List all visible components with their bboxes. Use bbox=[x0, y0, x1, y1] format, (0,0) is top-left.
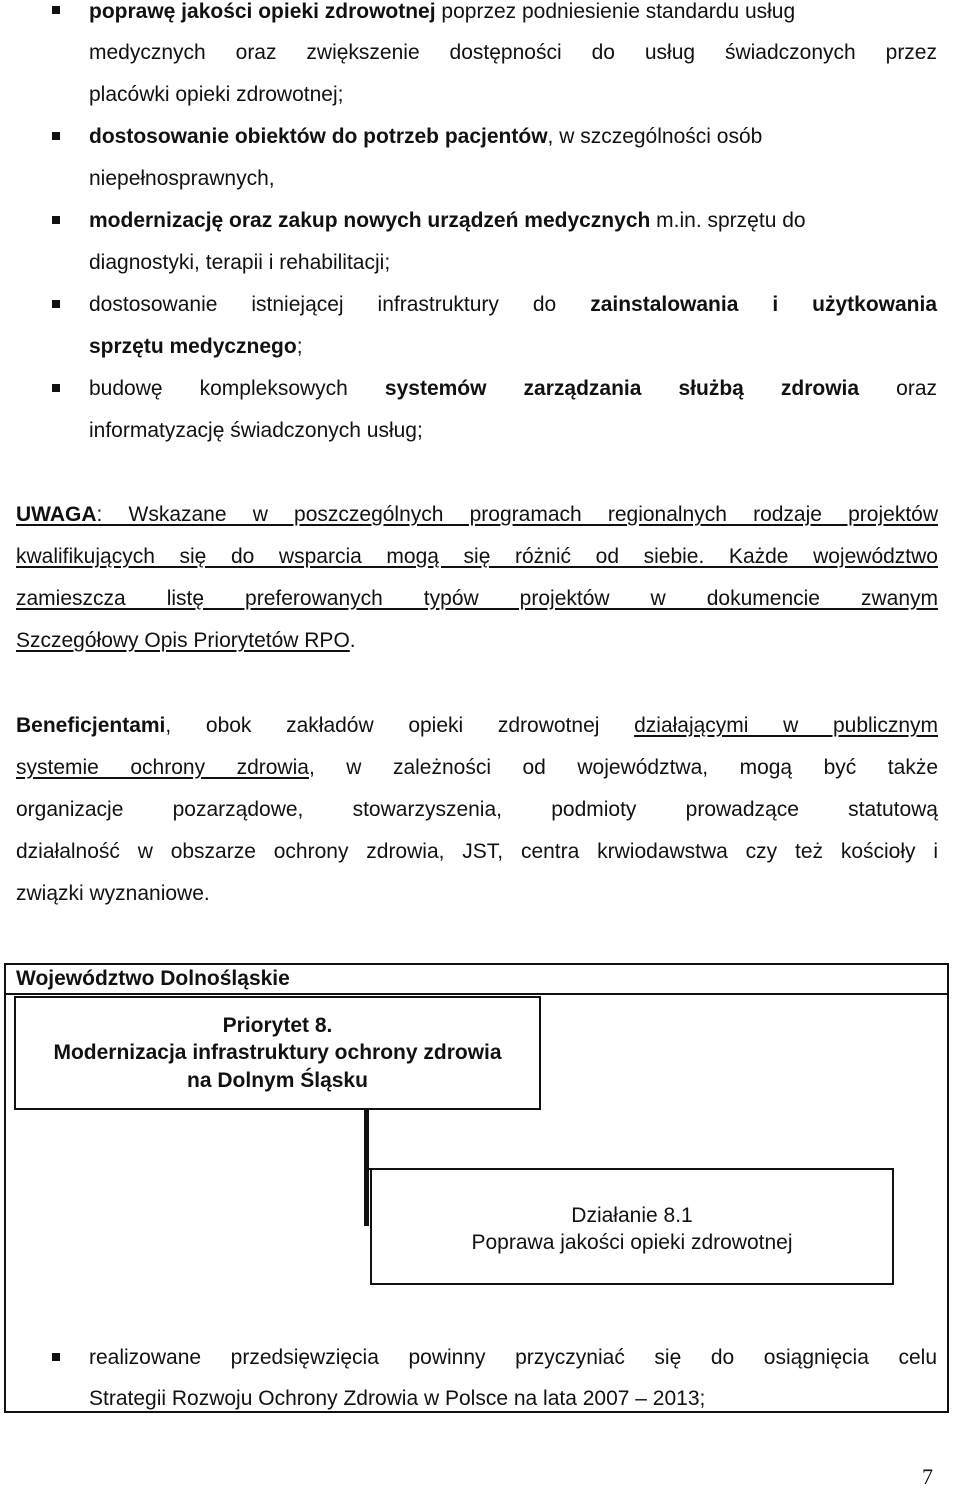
bullet-4-line-2 bbox=[89, 334, 303, 360]
priority-line-2: Modernizacja infrastruktury ochrony zdrowia bbox=[53, 1041, 502, 1064]
benef-line-3 bbox=[16, 797, 938, 823]
uwaga-text-4-end: . bbox=[349, 629, 356, 652]
bullet-4-text-2: ; bbox=[296, 335, 303, 358]
uwaga-line-2 bbox=[16, 544, 938, 570]
bullet-3-line-2 bbox=[89, 250, 390, 276]
bullet-1-line-3 bbox=[89, 82, 343, 108]
uwaga-text-4: Szczegółowy Opis Priorytetów RPO bbox=[16, 629, 350, 652]
bullet-3-line-1 bbox=[89, 208, 806, 234]
bullet-marker bbox=[52, 216, 60, 224]
bullet-5-text: budowę kompleksowych bbox=[89, 377, 385, 400]
uwaga-text-3: zamieszcza listę preferowanych typów projektów w dokumencie zwanym bbox=[16, 587, 938, 610]
bullet-marker bbox=[52, 6, 60, 14]
bullet-5-bold: systemów zarządzania służbą zdrowia bbox=[384, 377, 860, 400]
bullet-2-line-1 bbox=[89, 124, 762, 150]
bullet-5-text-b: oraz bbox=[859, 377, 937, 400]
bullet-4-bold-2: sprzętu medycznego bbox=[89, 335, 297, 358]
bullet-1-line-1 bbox=[89, 0, 795, 25]
benef-line-1 bbox=[16, 713, 938, 739]
bullet-1-line-2 bbox=[89, 40, 937, 66]
bullet-marker bbox=[52, 384, 60, 392]
uwaga-line-4 bbox=[16, 628, 356, 654]
benef-text-1a: , obok zakładów opieki zdrowotnej bbox=[165, 714, 635, 737]
benef-text-4: działalność w obszarze ochrony zdrowia, JST, centra krwiodawstwa czy też kościoły i bbox=[16, 840, 938, 863]
region-title-divider bbox=[5, 993, 948, 995]
benef-line-4 bbox=[16, 839, 938, 865]
region-bullet-text-2: Strategii Rozwoju Ochrony Zdrowia w Polsce na lata 2007 – 2013; bbox=[89, 1387, 706, 1410]
priority-line-1: Priorytet 8. bbox=[222, 1014, 333, 1037]
benef-line-2 bbox=[16, 755, 938, 781]
uwaga-text-2a: kwalifikujących się do wsparcia mogą się różnić od siebie bbox=[16, 545, 699, 568]
action-line-2: Poprawa jakości opieki zdrowotnej bbox=[471, 1231, 793, 1254]
action-line-1: Działanie 8.1 bbox=[571, 1204, 693, 1227]
bullet-2-text: , w szczególności osób bbox=[547, 125, 763, 148]
bullet-1-bold: poprawę jakości opieki zdrowotnej bbox=[89, 0, 436, 23]
bullet-2-bold: dostosowanie obiektów do potrzeb pacjentów bbox=[89, 125, 548, 148]
uwaga-text-2b: . Każde województwo bbox=[698, 545, 938, 568]
benef-line-5 bbox=[16, 881, 210, 907]
bullet-1-text-3: placówki opieki zdrowotnej; bbox=[89, 83, 344, 106]
bullet-4-text: dostosowanie istniejącej infrastruktury do bbox=[89, 293, 591, 316]
bullet-4-bold: zainstalowania i użytkowania bbox=[590, 293, 938, 316]
bullet-3-text: m.in. sprzętu do bbox=[650, 209, 806, 232]
benef-text-2u: systemie ochrony zdrowia bbox=[16, 756, 309, 779]
region-bullet-line-2 bbox=[89, 1386, 705, 1412]
bullet-3-text-2: diagnostyki, terapii i rehabilitacji; bbox=[89, 251, 391, 274]
benef-text-5: związki wyznaniowe. bbox=[16, 882, 210, 905]
bullet-5-text-2: informatyzację świadczonych usług; bbox=[89, 419, 423, 442]
priority-line-3: na Dolnym Śląsku bbox=[187, 1069, 368, 1092]
bullet-5-line-2 bbox=[89, 418, 423, 444]
bullet-1-text-2: medycznych oraz zwiększenie dostępności do usług świadczonych przez bbox=[89, 41, 937, 64]
region-title: Województwo Dolnośląskie bbox=[16, 967, 290, 990]
bullet-marker bbox=[52, 300, 60, 308]
benef-text-1u: działającymi w publicznym bbox=[634, 714, 939, 737]
bullet-marker bbox=[52, 1353, 60, 1361]
bullet-2-line-2 bbox=[89, 166, 275, 192]
uwaga-text-1: : Wskazane w poszczególnych programach regionalnych rodzaje projektów bbox=[96, 503, 938, 526]
benef-text-3: organizacje pozarządowe, stowarzyszenia, podmioty prowadzące statutową bbox=[16, 798, 938, 821]
page-number: 7 bbox=[922, 1464, 933, 1489]
uwaga-line-3 bbox=[16, 586, 938, 612]
uwaga-label: UWAGA bbox=[16, 503, 97, 526]
bullet-4-line-1 bbox=[89, 292, 937, 318]
region-bullet-line-1 bbox=[89, 1345, 937, 1371]
bullet-3-bold: modernizację oraz zakup nowych urządzeń medycznych bbox=[89, 209, 651, 232]
benef-bold: Beneficjentami bbox=[16, 714, 166, 737]
bullet-5-line-1 bbox=[89, 376, 937, 402]
region-bullet-text-1: realizowane przedsięwzięcia powinny przyczyniać się do osiągnięcia celu bbox=[89, 1346, 937, 1369]
bullet-2-text-2: niepełnosprawnych, bbox=[89, 167, 275, 190]
bullet-1-text: poprzez podniesienie standardu usług bbox=[435, 0, 796, 23]
uwaga-line-1 bbox=[16, 502, 938, 528]
bullet-marker bbox=[52, 132, 60, 140]
benef-text-2t: , w zależności od województwa, mogą być także bbox=[308, 756, 938, 779]
